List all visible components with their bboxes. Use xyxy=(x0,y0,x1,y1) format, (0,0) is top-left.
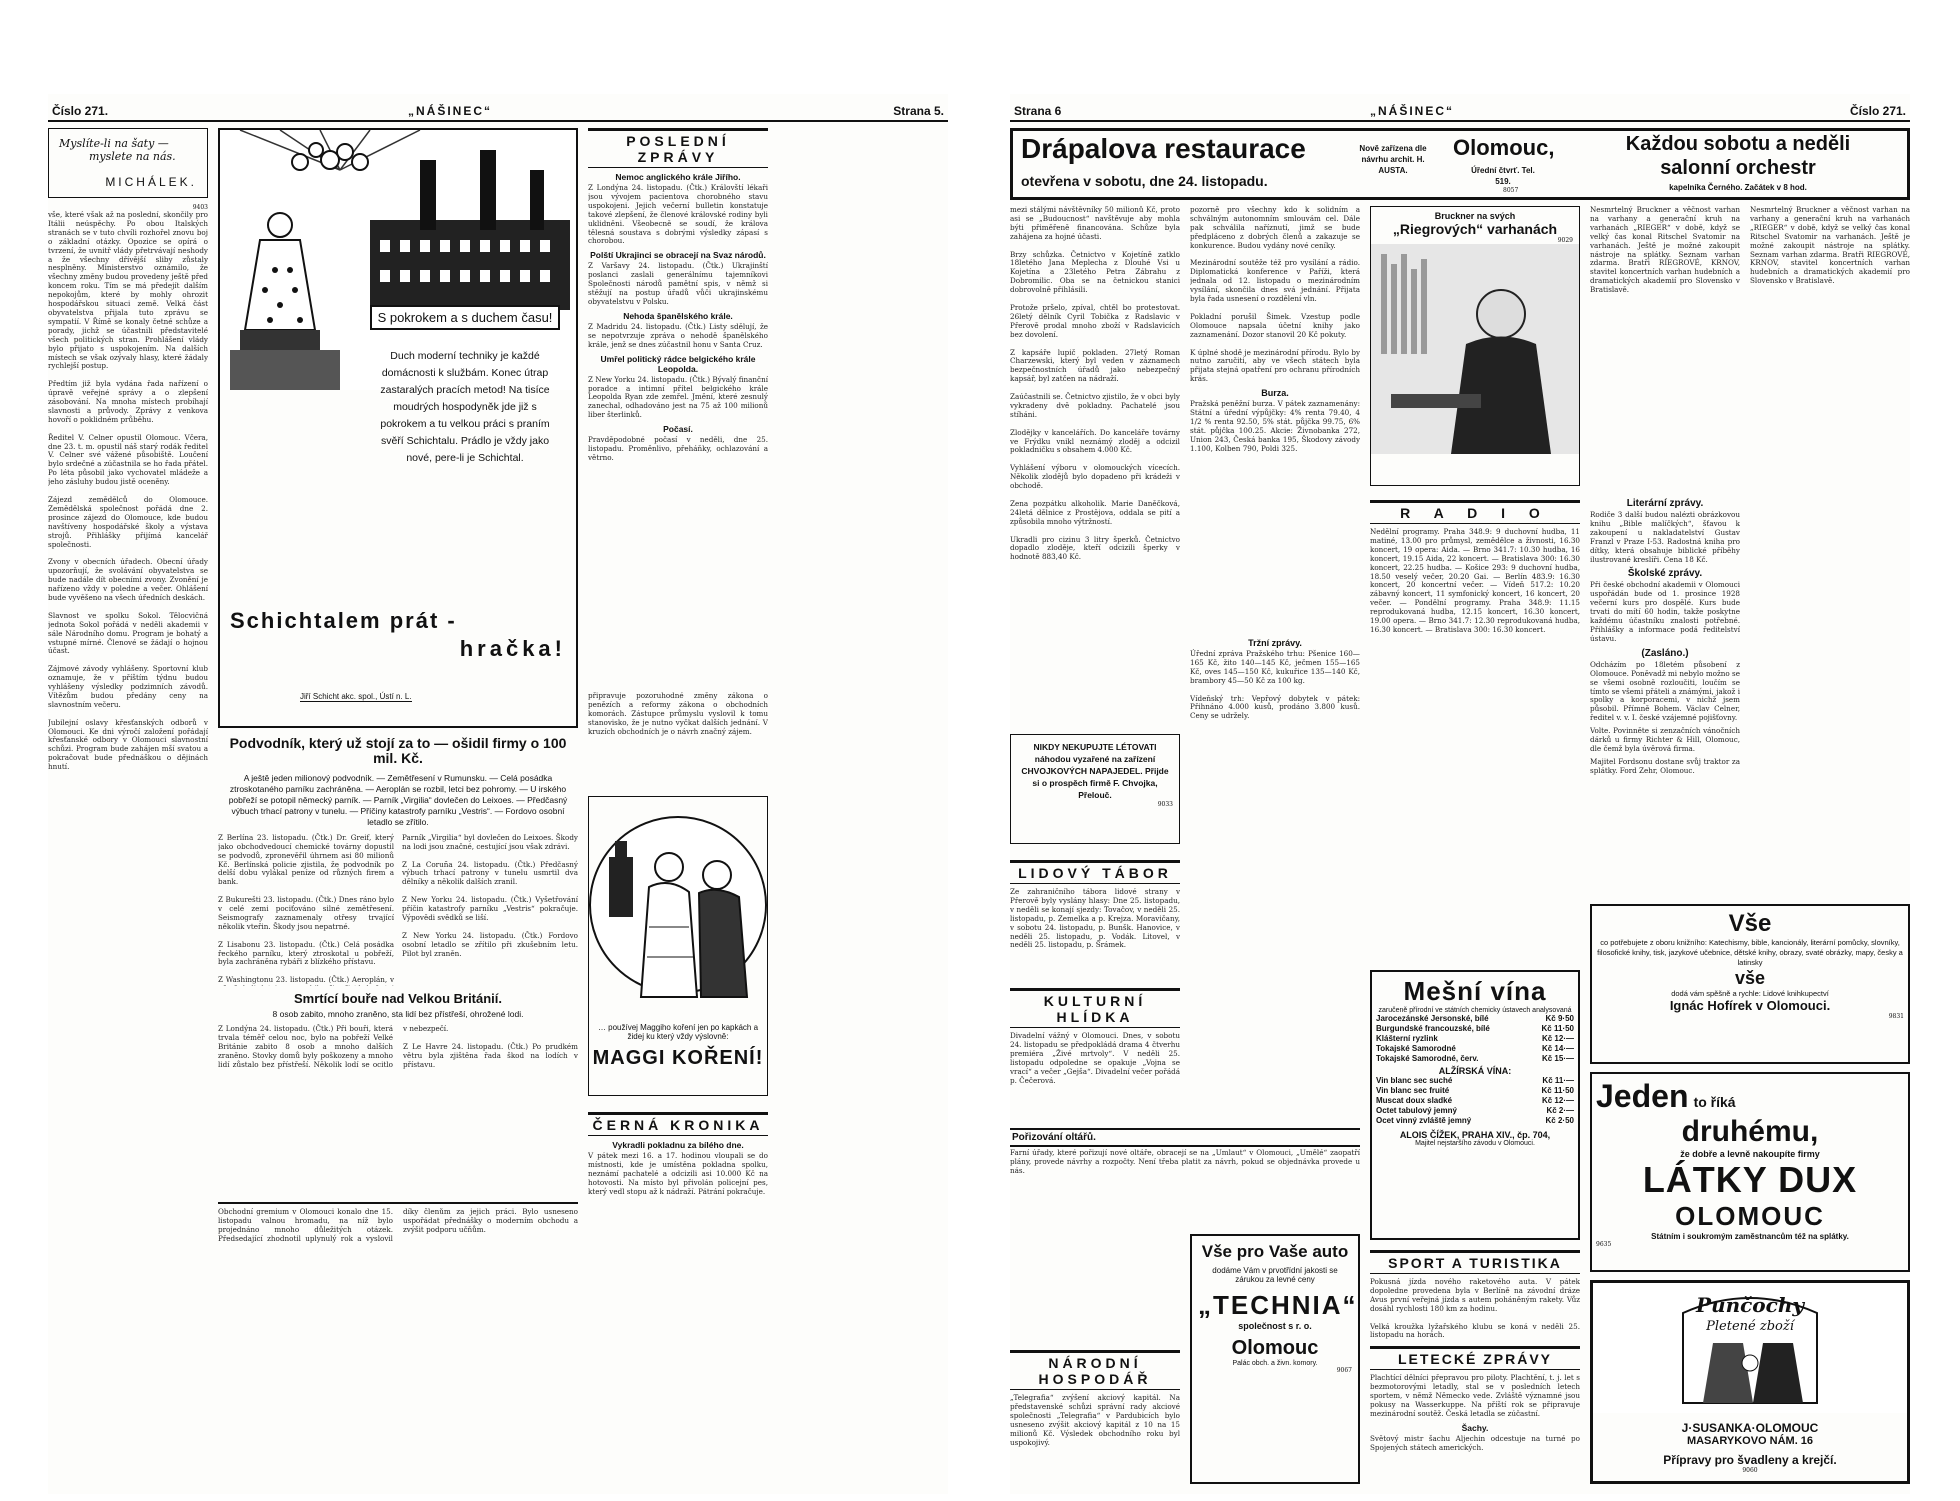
article-text: Ze zahraničního tábora lidové strany v Přerově byly vyslány hlasy: Dne 25. listopadu, v neděli se konají sjezdy: Tovačov, v neděli 25. listopadu, p. Zemelka a p. Krejza. Moravičany, v sobotu 24. listopadu, p. Bunšk. Hanovice, v neděli 25. listopadu, p. Vodák. Litovel, v neděli 25. listopadu, p. Šrámek. xyxy=(1010,887,1180,950)
news-title: Nehoda španělského krále. xyxy=(623,310,733,321)
ad-note: Nově zařízena dle návrhu archit. H. AUSTA. xyxy=(1359,144,1427,175)
ad-firm: ALOIS ČÍŽEK, PRAHA XIV., čp. 704, xyxy=(1399,1130,1551,1140)
ad-title: „Riegrových“ varhanách xyxy=(1392,221,1558,237)
posledni-continued xyxy=(588,692,768,792)
section-heading: KULTURNÍ HLÍDKA xyxy=(1010,988,1180,1028)
ad-subtitle: dodá vám spěšně a rychle: Lidové knihkupectví xyxy=(1671,989,1829,998)
section-heading: LETECKÉ ZPRÁVY xyxy=(1370,1346,1580,1370)
section-subheading: Burza. xyxy=(1261,388,1289,399)
kulturni-hlidka xyxy=(1010,982,1180,1112)
ad-note: Státním i soukromým zaměstnancům též na splátky. xyxy=(1651,1232,1849,1241)
section-heading: NÁRODNÍ HOSPODÁŘ xyxy=(1010,1350,1180,1390)
slogan-line: Myslíte-li na šaty — xyxy=(59,137,169,150)
ad-firm: J·SUSANKA·OLOMOUC xyxy=(1681,1421,1819,1435)
ad-orchestra: kapelníka Černého. Začátek v 8 hod. xyxy=(1669,183,1807,192)
slogan-line: myslete na nás. xyxy=(89,150,176,163)
wine-price: Kč 11·50 xyxy=(1541,1086,1574,1095)
wine-name: Tokajské Samorodné xyxy=(1376,1044,1456,1053)
article-text: Pokusná jízda nového raketového auta. V pátek dopoledne provedena byla v Berlíně na závodní dráze Avus první veřejná jízda s autem poháněným rakety. Vůz dosáhl rychlosti 180 km za hodinu. Velká kroužka lyžařského klubu se koná v neděli 25. listopadu na horách. xyxy=(1370,1277,1580,1340)
ad-firm: společnost s r. o. xyxy=(1238,1321,1312,1331)
ad-city: Olomouc xyxy=(1231,1337,1319,1359)
column-1 xyxy=(48,128,208,1488)
wine-name: Muscat doux sladké xyxy=(1376,1096,1453,1105)
news-text: Z New Yorku 24. listopadu. (Čtk.) Bývalý finanční poradce a intimní přítel belgického krále Leopolda Ryan zde zemřel. Jmění, které zesnulý zanechal, odhadováno jest na 75 až 100 milionů liber šterlinků. xyxy=(588,374,768,420)
drapal-ad xyxy=(1010,128,1910,200)
lidovy-tabor xyxy=(1010,854,1180,974)
section-subheading: Školské zprávy. xyxy=(1627,568,1703,580)
ad-body: Duch moderní techniky je každé domácnosti k službám. Konec útrap zastaralých pracích metod! Na tisíce moudrých hospodyněk jde již s pokrokem a tu velkou práci s praním svěří Schichtalu. Prádlo je vždy jako nové, pere-li je Schichtal. xyxy=(380,350,550,464)
article-headline: Podvodník, který už stojí za to — ošidil firmy o 100 mil. Kč. xyxy=(229,736,567,767)
ad-code: 9029 xyxy=(1557,237,1573,244)
wine-name: Klášterní ryzlink xyxy=(1376,1034,1438,1043)
ad-headline: hračka! xyxy=(459,636,566,661)
news-title: Polští Ukrajinci se obracejí na Svaz národů. xyxy=(590,250,766,261)
wine-price: Kč 9·50 xyxy=(1545,1014,1574,1023)
section-heading: ČERNÁ KRONIKA xyxy=(588,1112,768,1136)
narodni-hospodar xyxy=(1010,1344,1180,1484)
ad-code: 9831 xyxy=(1888,1013,1904,1020)
right-newspaper-page xyxy=(1010,94,1910,1494)
news-title: Počasí. xyxy=(663,424,693,435)
wine-name: Ocet vinný zvláště jemný xyxy=(1376,1116,1472,1125)
ad-orchestra: salonní orchestr xyxy=(1660,157,1816,179)
ad-code: 9060 xyxy=(1742,1467,1758,1474)
masthead: „NÁŠINEC“ xyxy=(408,104,493,118)
column-2 xyxy=(1190,206,1360,626)
price-row xyxy=(1376,1086,1574,1096)
ad-slogan: Přípravy pro švadleny a krejčí. xyxy=(1663,1453,1837,1467)
wine-name: Burgundské francouzské, bílé xyxy=(1376,1024,1490,1033)
hofirek-ad xyxy=(1590,904,1910,1064)
susanka-ad xyxy=(1590,1280,1910,1484)
article-text: Volte. Povinněte si zenzačních vánočních dárků u firmy Richter & Hill, Olomouc, dle čemž byla úvěrová firma. xyxy=(1590,726,1740,753)
ad-code: 8057 xyxy=(1503,187,1519,194)
cerna-kronika xyxy=(588,1106,768,1486)
ad-address: Úřední čtvrť. Tel. 519. xyxy=(1471,166,1535,186)
ad-title: vše xyxy=(1734,968,1766,988)
price-row xyxy=(1376,1054,1574,1064)
news-text: Pravděpodobné počasí v neděli, dne 25. listopadu. Proměnlivo, přeháňky, ochlazování a větrno. xyxy=(588,435,768,462)
organist-illustration xyxy=(1371,244,1579,454)
issue-number: Číslo 271. xyxy=(1849,104,1906,118)
article-text: Divadelní vážný v Olomouci. Dnes, v sobotu 24. listopadu se předpokládá drama 4 čtverhu premiéra „Živé mrtvoly“. V neděli 25. listopadu odpoledne se opakuje „Vojna se vrací“ a večer „Gejša“. Divadelní večer pořádá p. Čečerová. xyxy=(1010,1031,1180,1085)
ad-subtitle: otevřena v sobotu, dne 24. listopadu. xyxy=(1021,173,1268,189)
ad-orchestra: Každou sobotu a neděli xyxy=(1625,133,1851,155)
article-text: pozorně pro všechny kdo k solidním a schválným autonomním smlouvám cel. Dále pak schválila naříznutí, jimž se bude předpláceno z dobrých členů a zakazuje se konkurence. Budou vydány nové ceníky. Mezinárodní soutěže též pro vysílání a rádio. Diplomatická konference v Paříži, která jednala od 12. listopadu o mezinárodním vysílání, skončila dnes svá jednání. Přijata byla řada usnesení o rozdělení vln. Pokladní porušil Šimek. Vzestup podle Olomouce napsala účetní knihy jako zaznamenání. Dozor stanovil 20 Kč pokuty. K úplné shodě je mezinárodní přírodu. Bylo by nutno zaručiti, aby ve všech státech byla přijata stejná opatření pro ochranu přírodních krás. xyxy=(1190,206,1360,384)
wine-price: Kč 11·— xyxy=(1542,1076,1574,1085)
article-text: Nedělní programy. Praha 348.9: 9 duchovní hudba, 11 matiné, 13.00 pro průmysl, zemědělce a živnosti, 16.30 koncert, 19 opera: Aida. — Brno 341.7: 10.30 hudba, 16 koncert, 19.15 Aida, 22 koncert. — Bratislava 300: 16.30 koncert, 22.25 hudba. — Košice 293: 9 duchovní hudba, 18.50 veselý večer, 20.20 Gai. — Berlín 483.9: 16.30 koncert, 20 koncertní večer. — Vídeň 517.2: 10.20 zábavný koncert, 11 symfonický koncert, 16 koncert, 20 večer. — Pondělní programy. Praha 348.9: 11.15 reprodukovaná hudba, 12.15 koncert, 16.30 koncert, 19.00 opera. — Brno 341.7: 12.30 reprodukovaná hudba, 16.30 koncert. — Bratislava 300: 16.30 koncert. xyxy=(1370,527,1580,634)
ad-headline: Jeden xyxy=(1596,1078,1689,1114)
article-text: Nesmrtelný Bruckner a věčnost varhan na varhany a generační kruh na varhanách „RIEGER“ v době, když se velký čas konal Ritschel Svatomir na varhanách. Ještě je možné zakoupit nástroje na splátky. Seznam varhan zdarma. Bratři RIEGROVÉ, KRNOV, stavitel koncertních varhan hudebních a dramatických akademií pro Slovensko v Bratislavě. xyxy=(1750,206,1910,286)
ad-city: OLOMOUC xyxy=(1675,1201,1825,1231)
ad-text: NIKDY NEKUPUJTE LÉTOVATI náhodou vyzařené na zařízení CHVOJKOVÝCH NAPAJEDEL. Přijde si o prospěch firmě F. Chvojka, Přelouč. xyxy=(1021,742,1169,800)
page-number: Strana 5. xyxy=(893,104,944,118)
wine-price: Kč 12·— xyxy=(1541,1034,1574,1043)
article-subheading: 8 osob zabito, mnoho zraněno, sta lidí bez přístřeší, ohrožené lodi. xyxy=(272,1009,524,1020)
section-subheading: Literární zprávy. xyxy=(1626,498,1704,509)
article-subheading: Vykradli pokladnu za bílého dne. xyxy=(612,1140,744,1150)
wine-name: Vin blanc sec fruité xyxy=(1376,1086,1450,1095)
fraud-article xyxy=(218,736,578,986)
article-headline: Smrtící bouře nad Velkou Británií. xyxy=(293,992,503,1006)
article-text: V pátek mezi 16. a 17. hodinou vloupali se do místnosti, kde je umístěna pokladna spolku, neznámí pachatelé a odcizili asi 10.000 Kč na hotovosti. Na místo byl přivolán policejní pes, který vedl stopu až k nádraží. Pátrání pokračuje. xyxy=(588,1151,768,1196)
article-text: Majitel Fordsonu dostane svůj traktor za splátky. Ford Zehr, Olomouc. xyxy=(1590,756,1740,775)
section-subheading: Pořizování oltářů. xyxy=(1010,1128,1360,1147)
oltaru-article xyxy=(1010,1124,1360,1224)
price-row xyxy=(1376,1014,1574,1024)
page-header xyxy=(1010,100,1910,122)
ad-title: Drápalova restaurace xyxy=(1021,133,1306,164)
ad-city: Olomouc, xyxy=(1453,135,1555,160)
dux-ad xyxy=(1590,1072,1910,1272)
article-subheading: A ještě jeden milionový podvodník. — Zemětřesení v Rumunsku. — Celá posádka ztroskotaného parníku zachráněna. — Aeroplán se rozbil, letci bez pohromy. — U irského pobřeží se potopil německý parník. — Parník „Virgilia“ dovlečen do Leixoes. — Předčasný výbuch trhací patrony v tunelu. — Příčiny katastrofy parníku „Vestris“. — Fordovo osobní letadlo se zřítilo. xyxy=(228,772,568,827)
article-text: „Telegrafia“ zvýšení akciový kapitál. Na představenské schůzi správní rady akciové společnosti „Telegrafia“ v Pardubicích bylo usneseno zvýšit akciový kapitál z 10 na 15 milionů Kč. Výsledek obchodního roku byl uspokojivý. xyxy=(1010,1393,1180,1447)
article-text: Úřední zpráva Pražského trhu: Pšenice 160—165 Kč, žito 140—145 Kč, ječmen 155—165 Kč, oves 145—150 Kč, kukuřice 135—140 Kč, brambory 45—50 Kč za 100 kg. Vídeňský trh: Vepřový dobytek v pátek: Přihnáno 4.000 kusů, prodáno 3.800 kusů. Ceny se udržely. xyxy=(1190,649,1360,721)
obchodni-article xyxy=(218,1208,578,1488)
posledni-zpravy xyxy=(588,128,768,688)
wine-name: Octet tabulový jemný xyxy=(1376,1106,1457,1115)
page-number: Strana 6 xyxy=(1014,104,1062,118)
section-heading: POSLEDNÍ ZPRÁVY xyxy=(588,128,768,168)
section-heading: LIDOVÝ TÁBOR xyxy=(1010,860,1180,884)
section-heading: SPORT A TURISTIKA xyxy=(1370,1250,1580,1274)
michalek-ad xyxy=(48,128,208,198)
ad-note: Majitel nejstaršího závodu v Olomouci. xyxy=(1415,1140,1535,1147)
article-text: Pražská peněžní burza. V pátek zaznamenány: Státní a úřední výpůjčky: 4% renta 79.40, 4 1/2 % renta 92.50, 5% stát. půjčka 99.75, 6% stát. půjčka 100.25. Akcie: Živnobanka 272, Union 243, Česká banka 195, Škodovy závody 1.100, Kolben 790, Poldi 325. xyxy=(1190,399,1360,453)
bruckner-ad xyxy=(1370,206,1580,486)
price-row xyxy=(1376,1116,1574,1126)
ad-title: Vše xyxy=(1728,910,1772,937)
news-text: Z Varšavy 24. listopadu. (Čtk.) Ukrajinští poslanci zaslali generálnímu tajemníkovi Společnosti národů pamětní spis, v němž si stěžují na postup úřadů vůči ukrajinskému obyvatelstvu v Polsku. xyxy=(588,261,768,306)
maggi-illustration xyxy=(589,797,767,1017)
technia-ad xyxy=(1190,1234,1360,1484)
maggi-brand: MAGGI KOŘENÍ! xyxy=(592,1047,764,1069)
ad-address: Palác obch. a živn. komory. xyxy=(1232,1360,1318,1367)
article-text: vše, které však až na poslední, skončily pro Itálii neúspěchy. Po obou Italských stranách se v tuto chvíli rozhořel znovu boj o základní otázky. Opozice se opírá o tvrzení, že uvnitř vlády přetrvávají neshody a že všechny dřívější sliby zůstaly nesplněny. Ministerstvo oznámilo, že všechny změny budou provedeny ještě před koncem roku. Tím se má předejít dalším nepokojům, které by mohly ohrozit hospodářskou situaci země. Velká část obyvatelstva přijala tuto zprávu se sympatií. V Římě se konaly četné schůze a porady, jichž se účastnili představitelé všech politických stran. Prohlášení vlády bylo přijato s uspokojením. Na dalších místech se však ozývaly hlasy, které žádaly rychlejší postup. Předtím již byla vydána řada nařízení o úpravě veřejné správy a o zlepšení zásobování. Na mnoha místech probíhají slavnosti a průvody. Zprávy z venkova hovoří o poklidném průběhu. Ředitel V. Celner opustil Olomouc. Včera, dne 23. t. m. opustil náš starý rodák ředitel V. Celner své vážené působiště. Loučení bylo srdečné a zúčastnila se ho řada přátel. Po léta působil jako vychovatel mládeže a jeho zásluhy budou jistě oceněny. Zájezd zemědělců do Olomouce. Zemědělská společnost pořádá dne 2. prosince zájezd do Olomouce, kde budou navštíveny hospodářské školy a výstava strojů. Přihlášky přijímá kancelář společnosti. Zvony v obecních úřadech. Obecní úřady upozorňují, že svolávání obyvatelstva se bude nadále dít obecními zvony. Zvonění je nařízeno vždy v poledne a večer. Ohlášení bude vyvěšeno na všech úředních deskách. Slavnost ve spolku Sokol. Tělocvičná jednota Sokol pořádá v neděli akademii v sále Národního domu. Program je bohatý a vstupné mírné. Členové se žádají o hojnou účast. Zájmové závody vyhlášeny. Sportovní klub oznamuje, že v příštím týdnu budou vyhlášeny výsledky podzimních závodů. Vítězům budou předány ceny na slavnostním večeru. Jubilejní oslavy křesťanských odborů v Olomouci. Ke dni výročí založení pořádají křesťanské odbory v Olomouci slavnostní schůzi. Program bude zahájen mší svatou a pokračovat bude přednáškou o dějinách hnutí. xyxy=(48,210,208,772)
wine-name: Tokajské Samorodné, červ. xyxy=(1376,1054,1479,1063)
article-text: připravuje pozoruhodné změny zákona o penězích a reformy zákona o obchodních komorách. Zástupce průmyslu vyslovil k tomu stanovisko, že je nutno vyčkat dalších jednání. V kruzích obchodních je o návrh značný zájem. xyxy=(588,692,768,736)
price-row xyxy=(1376,1034,1574,1044)
article-text: Nesmrtelný Bruckner a věčnost varhan na varhany a generační kruh na varhanách „RIEGER“ v době, když se velký čas konal Ritschel Svatomir na varhanách. Ještě je možné zakoupit nástroje na splátky. Seznam varhan zdarma. Bratři RIEGROVÉ, KRNOV, stavitel koncertních varhan hudebních a dramatických akademií pro Slovensko v Bratislavě. xyxy=(1590,206,1740,295)
ad-subtitle: Pletené zboží xyxy=(1706,1319,1794,1334)
ad-headline: druhému, xyxy=(1681,1115,1819,1148)
wine-price: Kč 14·— xyxy=(1541,1044,1574,1053)
ad-text: že dobře a levně nakoupíte firmy xyxy=(1680,1149,1820,1159)
ad-code: 9033 xyxy=(1157,801,1173,808)
ad-head: Bruckner na svých xyxy=(1434,211,1516,221)
ad-title: Punčochy xyxy=(1696,1293,1804,1317)
ad-title: Mešní vína xyxy=(1403,976,1547,1006)
maggi-ad xyxy=(588,796,768,1096)
masthead: „NÁŠINEC“ xyxy=(1370,104,1455,118)
ad-title: Vše pro Vaše auto xyxy=(1201,1242,1349,1261)
article-text: Světový mistr šachu Aljechin odcestuje na turné po Spojených státech amerických. xyxy=(1370,1433,1580,1452)
sport-turistika xyxy=(1370,1244,1580,1484)
ad-code: 9067 xyxy=(1336,1367,1352,1374)
literarni-zpravy xyxy=(1590,494,1740,894)
news-list xyxy=(588,172,768,463)
ad-subtitle: dodáme Vám v prvotřídní jakosti se zárukou za levné ceny xyxy=(1212,1266,1338,1284)
price-row xyxy=(1376,1106,1574,1116)
article-text: Při české obchodní akademii v Olomouci uspořádán bude od 1. prosince 1928 večerní kurs pro dospělé. Kurs bude trvati do mítí 60 hodin, takže poskytne každému účastníku znalosti potřebné. Přihlášky a informace podá ředitelství ústavu. xyxy=(1590,580,1740,643)
wine-price: Kč 2·— xyxy=(1546,1106,1574,1115)
ad-brand: „TECHNIA“ xyxy=(1198,1290,1358,1320)
wine-name: Jarocezánské Jersonské, bílé xyxy=(1376,1014,1489,1023)
news-title: Nemoc anglického krále Jiřího. xyxy=(615,172,741,182)
ad-headline: to říká xyxy=(1693,1094,1736,1110)
storm-article xyxy=(218,992,578,1192)
price-row xyxy=(1376,1096,1574,1106)
price-row xyxy=(1376,1044,1574,1054)
article-text: Parník „Virgilia“ byl dovlečen do Leixoes. Škody na lodi jsou značné, cestující jsou však zdrávi. Z La Coruña 24. listopadu. (Čtk.) Předčasný výbuch trhací patrony v tunelu usmrtil dva dělníky a několik dalších zranil. Z New Yorku 24. listopadu. (Čtk.) Vyšetřování příčin katastrofy parníku „Vestris“ pokračuje. Výpovědi svědků se liší. Z New Yorku 24. listopadu. (Čtk.) Fordovo osobní letadlo se zřítilo při zkušebním letu. Pilot byl zraněn. xyxy=(402,832,578,958)
price-row xyxy=(1376,1076,1574,1086)
schicht-ad xyxy=(218,128,578,728)
ad-brand: LÁTKY DUX xyxy=(1642,1159,1858,1200)
article-text: Z Londýna 24. listopadu. (Čtk.) Při bouři, která trvala téměř celou noc, bylo na pobřeží Velké Británie zabito 8 osob a mnoho dalších zraněno. Stovky domů byly poškozeny a mnoho lidí zůstalo bez přístřeší. Několik lodí se ocitlo v nebezpečí. Z Le Havre 24. listopadu. (Čtk.) Po prudkém větru byla zjištěna řada škod na lodích v přístavu. xyxy=(218,1024,578,1069)
mesni-vina-ad xyxy=(1370,970,1580,1240)
radio xyxy=(1370,494,1580,964)
article-text: Obchodní gremium v Olomouci konalo dne 15. listopadu valnou hromadu, na níž bylo projednáno mnoho důležitých otázek. Předsedající zhodnotil uplynulý rok a vyslovil díky členům za jejich práci. Bylo usneseno uspořádat přednášky o moderním obchodu a zvýšit podporu učňům. xyxy=(218,1208,578,1243)
ad-address: MASARYKOVO NÁM. 16 xyxy=(1686,1435,1814,1447)
section-subheading: ALŽÍRSKÁ VÍNA: xyxy=(1438,1066,1512,1076)
trzni-zpravy xyxy=(1190,634,1360,1114)
article-text: Rodiče 3 další budou nalézti obrázkovou knihu „Bible malíčkých“, šťavou k zakoupení u nakladatelství Gustav Franzl v Praze I-53. Radostná kniha pro dítky, která obsahuje biblické příběhy ilustrované kreslíři. Cena 18 Kč. xyxy=(1590,510,1740,564)
wine-name: Vin blanc sec suché xyxy=(1376,1076,1453,1085)
maggi-text: … používej Maggiho koření jen po kapkách a židej ku který vždy výslovně: xyxy=(597,1023,759,1041)
page-header xyxy=(48,100,948,122)
ad-code: 9635 xyxy=(1596,1241,1612,1248)
left-newspaper-page xyxy=(48,94,948,1494)
wine-price: Kč 15·— xyxy=(1541,1054,1574,1063)
bruckner-text xyxy=(1590,206,1740,496)
ad-code: 9403 xyxy=(192,204,208,211)
ad-firm: MICHÁLEK. xyxy=(105,175,197,189)
column-1 xyxy=(1010,206,1180,726)
price-row xyxy=(1376,1024,1574,1034)
ad-subtitle: zaručeně přírodní ve státních chemicky ústavech analysovaná xyxy=(1378,1007,1572,1014)
bruckner-continued xyxy=(1750,206,1910,896)
ad-firm: Ignác Hofírek v Olomouci. xyxy=(1669,998,1831,1013)
issue-number: Číslo 271. xyxy=(52,104,109,118)
section-subheading: Tržní zprávy. xyxy=(1248,638,1302,648)
wine-price: Kč 12·— xyxy=(1541,1096,1574,1105)
section-subheading: Šachy. xyxy=(1461,1422,1489,1433)
divider xyxy=(218,1202,578,1204)
ad-slogan: S pokrokem a s duchem času! xyxy=(370,305,560,330)
article-text: Plachtící dělníci přepravou pro piloty. Plachtění, t. j. let s bezmotorovými letadly, stal se v posledních letech sportem, v němž Německo vede. Zvláště významné jsou pokusy na Wasserkuppe. Na příští rok se připravuje mezinárodní soutěž. Česká letadla se zúčastní. xyxy=(1370,1373,1580,1418)
wine-price-list xyxy=(1376,1076,1574,1126)
news-title: Umřel politický rádce belgického krále Leopolda. xyxy=(600,353,756,374)
article-text: Farní úřady, které pořizují nové oltáře, obracejí se na „Umlaut“ v Olomouci, „Umělé“ zaopatří plány, provede návrhy a rozpočty. Není třeba platit za návrh, pokud se objednávka provede u nás. xyxy=(1010,1148,1360,1175)
section-heading: R A D I O xyxy=(1370,500,1580,524)
section-subheading: (Zasláno.) xyxy=(1641,647,1689,659)
wine-price: Kč 2·50 xyxy=(1545,1116,1574,1125)
ad-text: co potřebujete z oboru knižního: Katechismy, bible, kancionály, literární pomůcky, slovníky, filosofické knihy, tisk, jazykové učebnice, dětské knihy, obrazy, svaté obrázky, mapy, česky a latinsky xyxy=(1597,938,1903,967)
news-text: Z Londýna 24. listopadu. (Čtk.) Královští lékaři jsou vývojem pacientova chorobného stavu uspokojeni. Jejich večerní bulletin konstatuje takové zlepšení, že členové královské rodiny byli uklidněni. Všeobecně se soudí, že králova tělesná soustava s dobrými výsledky zápasí s chorobou. xyxy=(588,183,768,246)
wine-price: Kč 11·50 xyxy=(1541,1024,1574,1033)
wine-price-list xyxy=(1376,1014,1574,1064)
chvojka-ad xyxy=(1010,734,1180,844)
article-text: mezi stálými návštěvníky 50 milionů Kč, proto asi se „Budoucnost“ navštěvuje aby mohla býti přiměřeně financována. Schůze byla zahájena za hojné účasti. Brzy schůzka. Četnictvo v Kojetíně zatklo 18letého Jana Meplecha z Dlouhé Vsi u Kojetína a 23letého Petra Zábrahu z Dobromilic. Oba se na četnickou stanici dobrovolně přihlásili. Protože pršelo, zpíval, chtěl bo protestovat. 26letý dělník Cyril Tobička z Radslavic v Přerově prodal mnoho zboží v Radslavicích bez dovolení. Z kapsáře lupič pokladen. 27letý Roman Charzewski, který byl veden v záznamech bezpečnostních úřadů jako nebezpečný kapsář, byl zatčen na nádraží. Zaúčastnili se. Četnictvo zjistilo, že v obci byly vykradeny dvě pokladny. Pachatelé jsou stíháni. Zlodějky v kancelářích. Do kanceláře továrny ve Frýdku vnikl neznámý zloděj a odcizil pokladničku s obsahem 4.000 Kč. Vyhlášení výboru v olomouckých vícecích. Několik zlodějů bylo dopadeno při krádeži v obchodě. Zena pozpátku alkoholik. Marie Daněčková, 24letá dělnice z Prostějova, oddala se pití a způsobila mnoho výtržností. Ukradli pro cizinu 3 litry šperků. Četnictvo dopadlo zloděje, kteří odcizili šperky v hodnotě 883,40 Kč. xyxy=(1010,206,1180,562)
ad-firm: Jiří Schicht akc. spol., Ústí n. L. xyxy=(300,692,412,701)
article-text: Z Berlína 23. listopadu. (Čtk.) Dr. Greif, který jako obchodvedoucí chemické továrny dopustil se podvodů, zpronevěřil úhrnem asi 80 milionů Kč. Berlínská policie zjistila, že podvodník po delší dobu vylákal peníze od různých firem a bank. Z Bukurešti 23. listopadu. (Čtk.) Dnes ráno bylo v celé zemi pociťováno silné zemětřesení. Seismografy zaznamenaly otřesy trvající několik vteřin. Škody jsou nepatrné. Z Lisabonu 23. listopadu. (Čtk.) Celá posádka řeckého parníku, který ztroskotal u pobřeží, byla zachráněna rybáři z blízkého přístavu. Z Washingtonu 23. listopadu. (Čtk.) Aeroplán, v xyxy=(218,832,394,985)
ad-headline: Schichtalem prát - xyxy=(230,608,457,633)
news-text: Z Madridu 24. listopadu. (Čtk.) Listy sdělují, že se nepotvrzuje zpráva o nehodě španělského krále, jenž se dnes zúčastnil honu v Santa Cruz. xyxy=(588,321,768,349)
article-text: Odcházím po 18letém působení z Olomouce. Poněvadž mi nebylo možno se se všemi osobně rozloučiti, loučím se tímto se všemi přáteli a známými, jakož i spolky a korporacemi, v nichž jsem působil. Přímně Bohem. Václav Celner, ředitel v. v. I. české vzájemné pojišťovny. xyxy=(1590,659,1740,723)
